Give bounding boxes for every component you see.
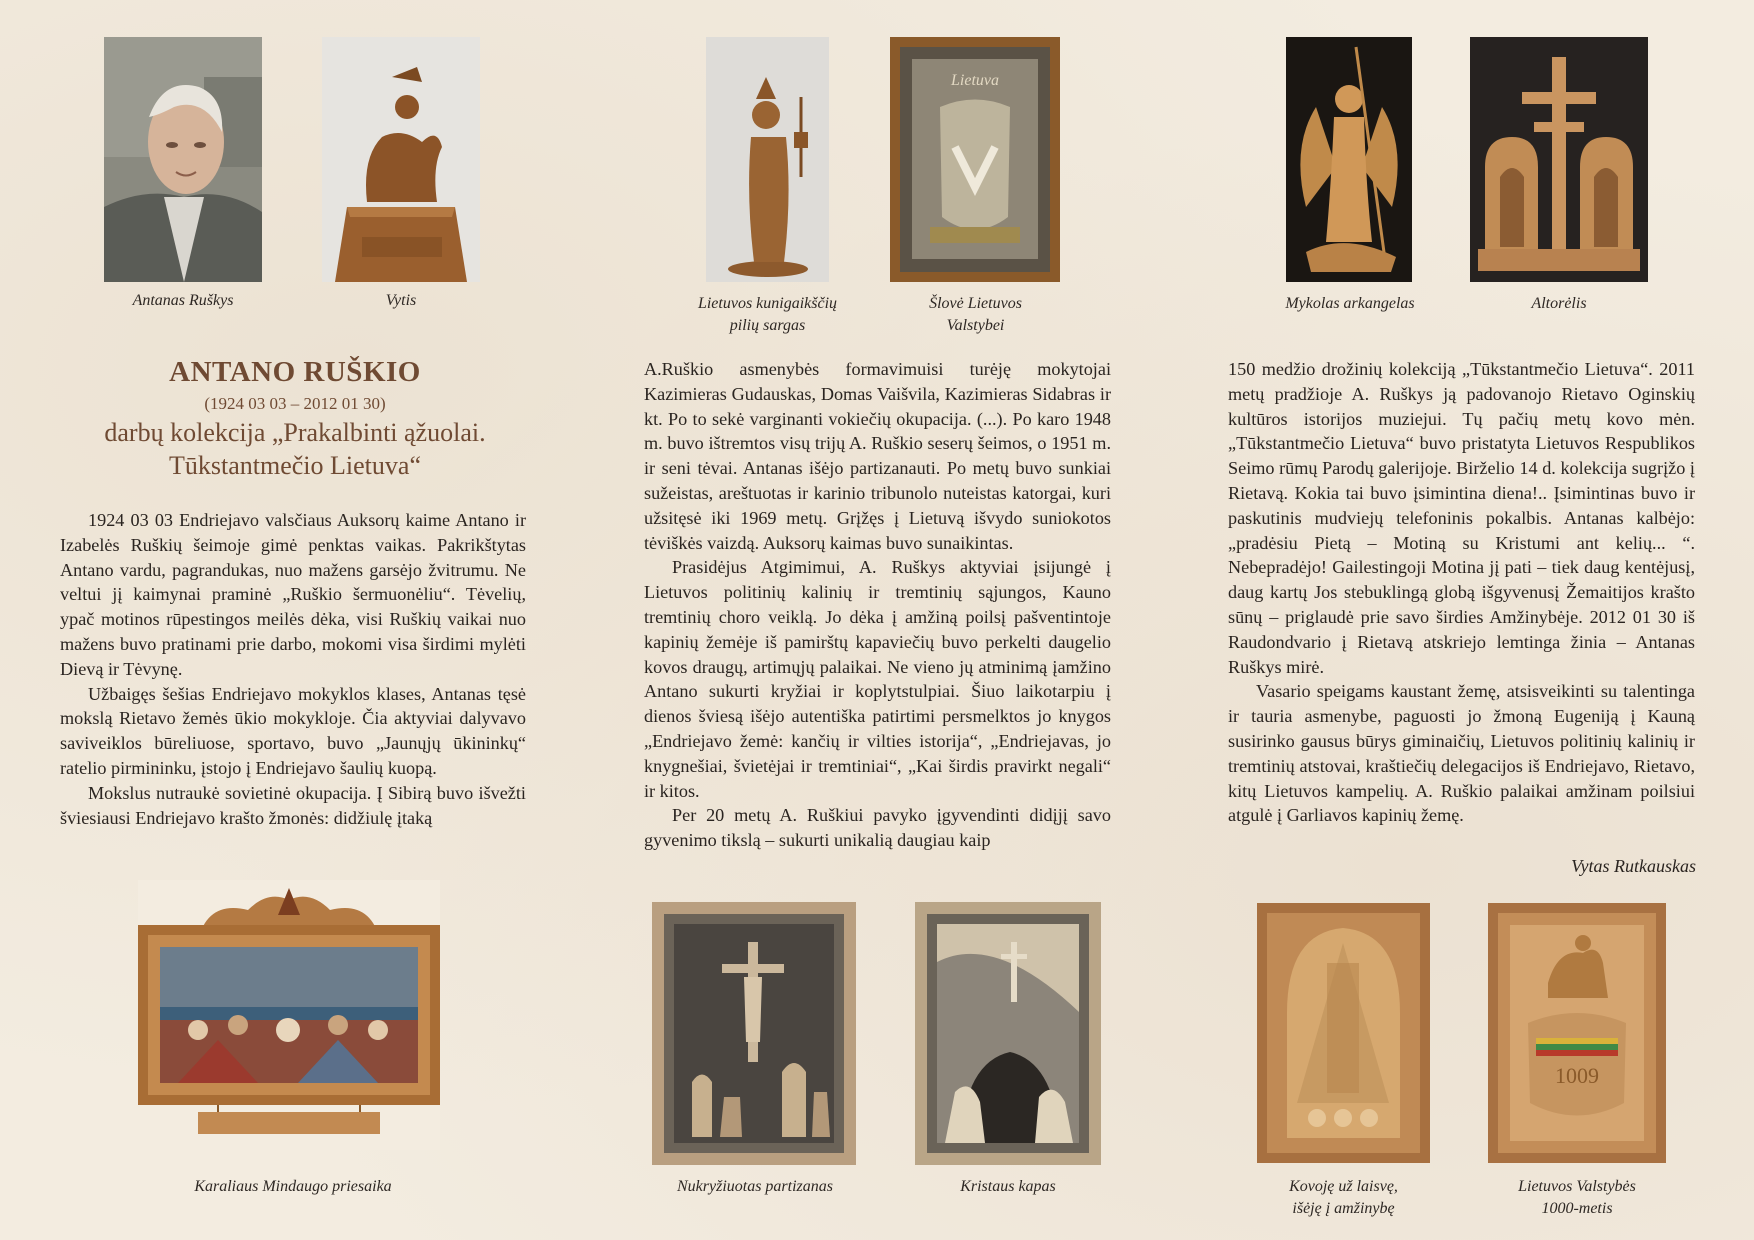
caption-mindaugas: Karaliaus Mindaugo priesaika: [194, 1178, 392, 1195]
plaque-lietuva-text: Lietuva: [951, 72, 999, 89]
paragraph: Prasidėjus Atgimimui, A. Ruškys aktyviai įsijungė į Lietuvos politinių kalinių ir tremtinių sąjungos, Kauno tremtinių choro veiklą. Jo dėka į amžiną poilsį pašventintoje kapinių žemėje iš pamirštų kapaviečių buvo perkelti daugelio kovos draugų, artimųjų palaikai. Ne vieno jų atminimą įamžino Antano sukurti kryžiai ir koplytstulpiai. Šiuo laikotarpiu į dienos šviesą išėjo autentiška patirtimi persmelktos jo knygos „Endriejavo žemė: kančių ir vilties istorija“, „Endriejavas, jo knygnešiai, švietėjai ir tremtiniai“, „Kai širdis pravirkt negali“ ir kitos.: [644, 557, 1111, 801]
partizanas-photo: [652, 902, 856, 1165]
article-title: ANTANO RUŠKIO: [169, 356, 421, 388]
author-signature: Vytas Rutkauskas: [1571, 856, 1696, 876]
slove-photo: [890, 37, 1060, 282]
paragraph: Per 20 metų A. Ruškiui pavyko įgyvendinti didįjį savo gyvenimo tikslą – sukurti unikalią daugiau kaip: [644, 805, 1111, 851]
valstybe-photo: [1488, 903, 1666, 1163]
paragraph: Užbaigęs šešias Endriejavo mokyklos klases, Antanas tęsė mokslą Rietavo žemės ūkio mokykloje. Čia aktyviai dalyvavo saviveiklos būreliuose, sportavo, buvo „Jaunųjų ūkininkų“ ratelio pirmininku, įstojo į Endriejavo šaulių kuopą.: [60, 683, 526, 778]
caption-vytis: Vytis: [385, 292, 417, 309]
mindaugas-photo: [138, 880, 440, 1150]
caption-altorelis: Altorėlis: [1531, 295, 1587, 312]
text-column-3: [1228, 357, 1695, 828]
paragraph: Vasario speigams kaustant žemę, atsisveikinti su talentinga ir tauria asmenybe, paguosti jo žmoną Eugeniją į Kauną susirinko gausus būrys giminaičių, Lietuvos politinių kalinių ir tremtinių atstovai, kraštiečių delegacijos iš Endriejavo, Rietavo, kitų Lietuvos kampelių. A. Ruškio palaikai amžinam poilsiui atgulė į Garliavos kapinių žemę.: [1228, 681, 1695, 826]
caption-valstybe: Lietuvos Valstybės 1000-metis: [1518, 1178, 1636, 1217]
caption-partizanas: Nukryžiuotas partizanas: [676, 1178, 833, 1195]
caption-kapas: Kristaus kapas: [960, 1178, 1056, 1195]
text-column-1: [60, 508, 526, 830]
caption-kovoje: Kovoję už laisvę, išėję į amžinybę: [1289, 1178, 1398, 1217]
kapas-photo: [915, 902, 1101, 1165]
sargas-photo: [706, 37, 829, 282]
plaque-year-text: 1009: [1555, 1063, 1599, 1088]
mykolas-photo: [1286, 37, 1412, 282]
paragraph: 150 medžio drožinių kolekciją „Tūkstantmečio Lietuva“. 2011 metų pradžioje A. Ruškys ją padovanojo Rietavo Oginskių kultūros istorijos muziejui. Tų pačių metų kovo mėn. „Tūkstantmečio Lietuva“ buvo pristatyta Lietuvos Respublikos Seimo rūmų Parodų galerijoje. Birželio 14 d. kolekcija sugrįžo į Rietavą. Kokia tai buvo įsimintina diena!.. Įsimintinas buvo ir paskutinis mudviejų telefoninis pokalbis. Antanas kalbėjo: „pradėsiu Pietą – Motiną su Kristumi ant kelių... “. Nebepradėjo! Gailestingoji Motina jį pati – tiek daug kentėjusį, daug kartų Jos stebuklingą globą išgyvenusį Žemaitijos krašto sūnų – priglaudė prie savo širdies Amžinybėje. 2012 01 30 iš Raudondvario į Rietavą atskriejo lemtinga žinia – Antanas Ruškys mirė.: [1228, 359, 1695, 677]
kovoje-photo: [1257, 903, 1430, 1163]
caption-sargas: Lietuvos kunigaikščių pilių sargas: [697, 295, 838, 334]
article-dates: (1924 03 03 – 2012 01 30): [204, 394, 386, 413]
paragraph: Mokslus nutraukė sovietinė okupacija. Į Sibirą buvo išvežti šviesiausi Endriejavo krašto žmonės: didžiulę įtaką: [60, 782, 526, 828]
caption-mykolas: Mykolas arkangelas: [1285, 295, 1415, 312]
article-title-block: [60, 352, 530, 482]
caption-slove: Šlovė Lietuvos Valstybei: [929, 295, 1022, 334]
altorelis-photo: [1470, 37, 1648, 282]
text-column-2: [644, 357, 1111, 853]
paragraph: A.Ruškio asmenybės formavimuisi turėję mokytojai Kazimieras Gudauskas, Domas Vaišvila, Kazimieras Sidabras ir kt. Po to sekė varginanti vokiečių okupacija. (...). Po karo 1948 m. buvo ištremtos visų trijų A. Ruškio seserų šeimos, o 1951 m. ir seni tėvai. Antanas išėjo partizanauti. Po metų buvo sunkiai sužeistas, areštuotas ir karinio tribunolo nuteistas katorgai, kuri užsitęsė iki 1969 metų. Grįžęs į Lietuvą išvydo suniokotos tėviškės vaizdą. Auksorų kaimas buvo sunaikintas.: [644, 359, 1111, 553]
article-subtitle-line2: Tūkstantmečio Lietuva“: [169, 451, 421, 480]
paragraph: 1924 03 03 Endriejavo valsčiaus Auksorų kaime Antano ir Izabelės Ruškių šeimoje gimė penktas vaikas. Pakrikštytas Antano vardu, pagrandukas, nuo mažens garsėjo žvitrumu. Ne veltui jį kaimynai praminė „Ruškio šermuonėliu“. Tėvelių, ypač motinos rūpestingos meilės dėka, visi Ruškių vaikai nuo mažens buvo pratinami prie darbo, mokomi visa širdimi mylėti Dievą ir Tėvynę.: [60, 510, 526, 679]
vytis-photo: [322, 37, 480, 282]
caption-antanas: Antanas Ruškys: [132, 292, 234, 309]
article-subtitle-line1: darbų kolekcija „Prakalbinti ąžuolai.: [104, 418, 486, 447]
portrait-photo: [104, 37, 262, 282]
